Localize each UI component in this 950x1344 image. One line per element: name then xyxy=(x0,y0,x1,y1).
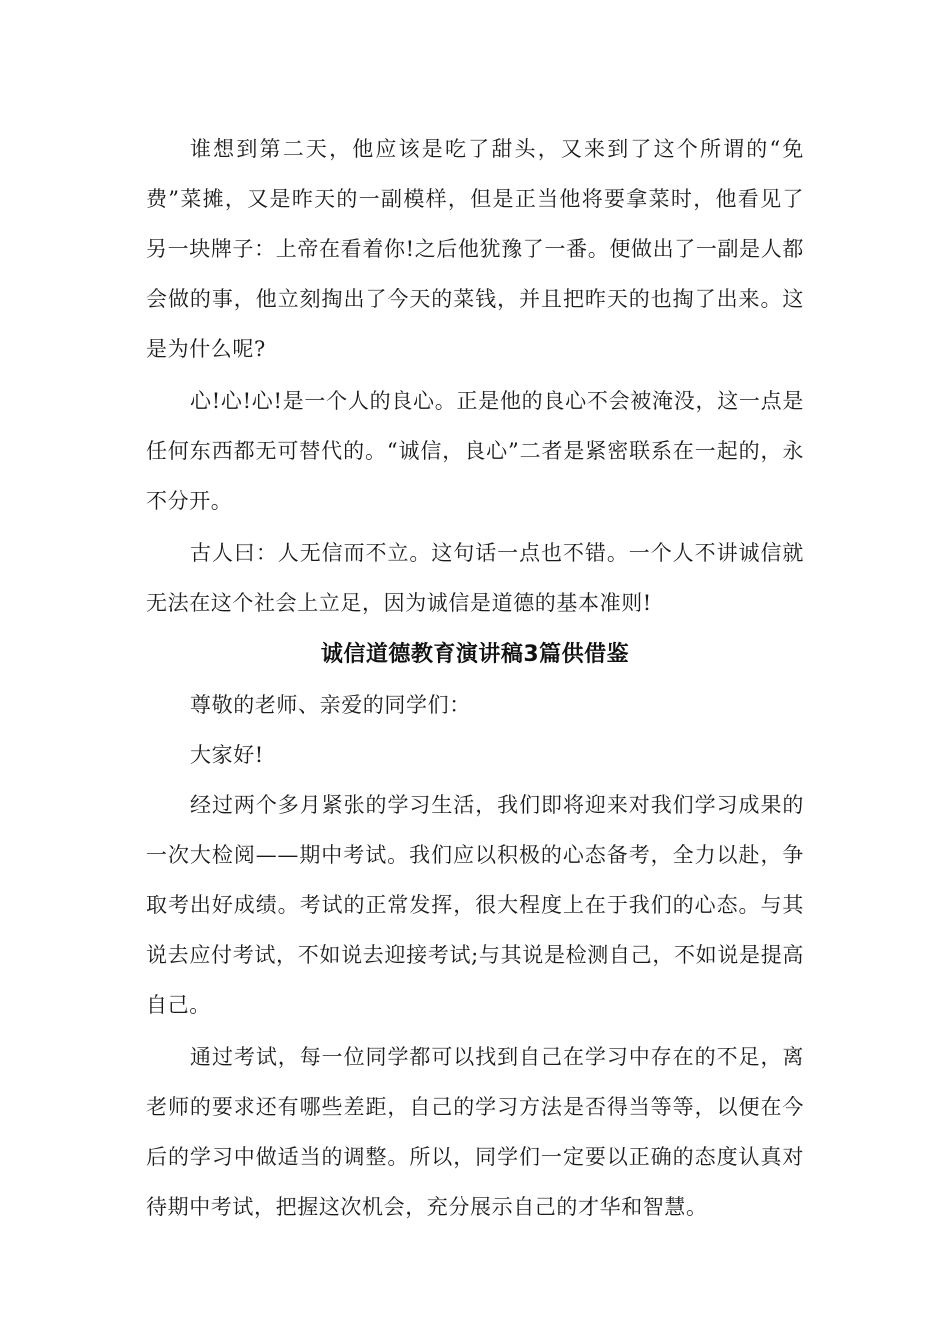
paragraph-midterm-exam: 经过两个多月紧张的学习生活，我们即将迎来对我们学习成果的一次大检阅——期中考试。我们应以积极的心态备考，全力以赴，争取考出好成绩。考试的正常发挥，很大程度上在于我们的心态。与其说去应付考试，不如说去迎接考试;与其说是检测自己，不如说是提高自己。 xyxy=(146,793,804,1017)
document-page xyxy=(146,124,804,1234)
paragraph-ancient-saying: 古人曰：人无信而不立。这句话一点也不错。一个人不讲诚信就无法在这个社会上立足，因为诚信是道德的基本准则! xyxy=(146,541,804,615)
paragraph-greeting: 大家好! xyxy=(190,743,264,767)
paragraph-vegetable-stall: 谁想到第二天，他应该是吃了甜头，又来到了这个所谓的“免费”菜摊，又是昨天的一副模样，但是正当他将要拿菜时，他看见了另一块牌子：上帝在看着你!之后他犹豫了一番。便做出了一副是人都会做的事，他立刻掏出了今天的菜钱，并且把昨天的也掏了出来。这是为什么呢? xyxy=(146,137,804,361)
section-title: 诚信道德教育演讲稿3篇供借鉴 xyxy=(320,642,630,667)
paragraph-through-exam: 通过考试，每一位同学都可以找到自己在学习中存在的不足，离老师的要求还有哪些差距，自己的学习方法是否得当等等，以便在今后的学习中做适当的调整。所以，同学们一定要以正确的态度认真对待期中考试，把握这次机会，充分展示自己的才华和智慧。 xyxy=(146,1045,804,1219)
paragraph-salutation: 尊敬的老师、亲爱的同学们： xyxy=(190,693,471,717)
paragraph-conscience: 心!心!心!是一个人的良心。正是他的良心不会被淹没，这一点是任何东西都无可替代的。“诚信，良心”二者是紧密联系在一起的，永不分开。 xyxy=(146,389,804,513)
